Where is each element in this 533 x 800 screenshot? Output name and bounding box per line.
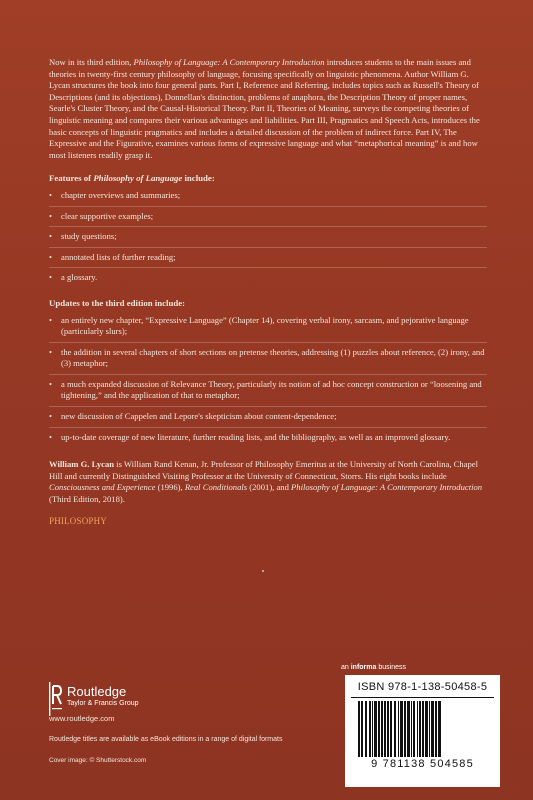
list-item: • a much expanded discussion of Relevance Theory, particularly its notion of ad hoc concept construction or “loosening and tightening,” and the application of that to metaphor; (49, 379, 487, 407)
ebook-note: Routledge titles are available as eBook editions in a range of digital formats (49, 736, 283, 743)
list-item: • chapter overviews and summaries; (49, 190, 487, 207)
barcode-bar (425, 701, 428, 757)
author-name: William G. Lycan (49, 459, 115, 470)
barcode-bar (387, 701, 389, 757)
isbn-divider (351, 697, 494, 698)
barcode-bar (417, 701, 418, 757)
list-item: • new discussion of Cappelen and Lepore's skepticism about content-dependence; (49, 411, 487, 428)
barcode-bar (435, 701, 437, 757)
barcode-icon (354, 701, 492, 757)
isbn-number: ISBN 978-1-138-50458-5 (357, 681, 488, 693)
barcode-bar (369, 701, 371, 757)
barcode-bar (361, 701, 363, 757)
publisher-group: Taylor & Francis Group (67, 700, 139, 707)
informa-tagline: an informa business (341, 664, 406, 671)
barcode-bar (422, 701, 424, 757)
list-item: • up-to-date coverage of new literature, further reading lists, and the bibliography, as well as an improved glossary. (49, 432, 487, 448)
routledge-logo (49, 682, 169, 732)
barcode-bar (438, 701, 441, 757)
barcode-bar (431, 701, 434, 757)
barcode-bar (398, 701, 399, 757)
publisher-name: Routledge (67, 684, 127, 699)
barcode-bar (429, 701, 430, 757)
cover-text (49, 57, 487, 527)
author-bio: William G. Lycan is William Rand Kenan, Jr. Professor of Philosophy Emeritus at the University of North Carolina, Chapel Hill and currently Distinguished Visiting Professor at the University of Connecticut, Storrs. His eight books include Consciousness and Experience (1996), Real Conditionals (2001), and Philosophy of Language: A Contemporary Introduction (Third Edition, 2018). (49, 459, 483, 505)
barcode-bar (407, 701, 410, 757)
updates-heading: Updates to the third edition include: (49, 297, 186, 308)
list-item: • study questions; (49, 231, 487, 248)
features-heading: Features of Philosophy of Language include: (49, 173, 215, 184)
barcode-bar (404, 701, 406, 757)
barcode-bar (378, 701, 380, 757)
book-title-italic: Philosophy of Language: A Contemporary Introduction (133, 57, 325, 67)
features-list (49, 190, 487, 288)
blurb-paragraph (49, 57, 487, 161)
barcode-bar (358, 701, 360, 757)
barcode-bar (400, 701, 403, 757)
barcode-bar (394, 701, 396, 757)
list-item: • clear supportive examples; (49, 211, 487, 228)
publisher-url[interactable]: www.routledge.com (49, 714, 115, 723)
barcode-bar (411, 701, 412, 757)
barcode-bar (374, 701, 377, 757)
barcode-bar (384, 701, 386, 757)
updates-list (49, 315, 487, 448)
barcode-bar (419, 701, 421, 757)
barcode-bar (390, 701, 392, 757)
barcode-bar (365, 701, 367, 757)
isbn-barcode (345, 675, 500, 787)
list-item: • the addition in several chapters of short sections on pretense theories, addressing (1) puzzles about reference, (2) irony, and (3) metaphor; (49, 347, 487, 375)
list-item: • an entirely new chapter, “Expressive Language” (Chapter 14), covering verbal irony, sarcasm, and pejorative language (particularly slurs); (49, 315, 487, 343)
list-item: • a glossary. (49, 272, 487, 288)
barcode-digits: 9 781138 504585 (371, 758, 474, 770)
barcode-bar (413, 701, 415, 757)
barcode-bar (372, 701, 373, 757)
barcode-bar (381, 701, 383, 757)
blurb-text: Now in its third edition, (49, 57, 134, 67)
decorative-dot (262, 570, 264, 572)
blurb-text: introduces students to the main issues and theories in twenty-first century philosophy of language, focusing specifically on linguistic phenomena. Author William G. Lycan structures the book into four general parts. Part I, Reference and Referring, includes topics such as Russell's Theory of Descriptions (and its objections), Donnellan's distinction, problems of anaphora, the Description Theory of proper names, Searle's Cluster Theory, and the Causal-Historical Theory. Part II, Theories of Meaning, surveys the competing theories of linguistic meaning and compares their various advantages and liabilities. Part III, Pragmatics and Speech Acts, introduces the basic concepts of linguistic pragmatics and includes a detailed discussion of the problem of indirect force. Part IV, The Expressive and the Figurative, examines various forms of expressive language and what “metaphorical meaning” is and how most listeners readily grasp it. (49, 57, 480, 160)
subject-category: PHILOSOPHY (49, 515, 108, 526)
cover-credit: Cover image: © Shutterstock.com (49, 757, 147, 764)
list-item: • annotated lists of further reading; (49, 252, 487, 269)
routledge-r-icon (49, 682, 63, 716)
